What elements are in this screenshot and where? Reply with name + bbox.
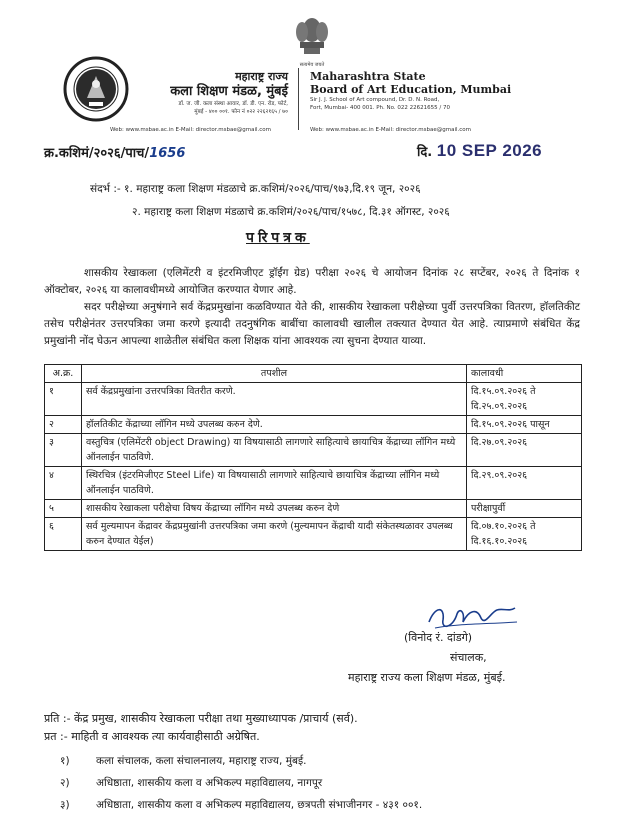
- marathi-header: [128, 70, 288, 116]
- marathi-address-1: डॉ. ज. जी. कला संस्था आवार, डॉ. डी. एन. रोड, फोर्ट,: [178, 101, 288, 107]
- english-title-2: Board of Art Education, Mumbai: [310, 83, 512, 96]
- schedule-table: [44, 364, 582, 551]
- reference-prefix: क्र.कशिमं/२०२६/पाच/: [44, 146, 150, 161]
- list-item: [60, 794, 422, 816]
- marathi-subtitle: कला शिक्षण मंडळ, मुंबई: [170, 84, 288, 99]
- list-item-number: १): [60, 755, 70, 767]
- serial-cell: २: [45, 416, 82, 434]
- marathi-title: महाराष्ट्र राज्य: [235, 70, 288, 83]
- list-item-text: अधिष्ठाता, शासकीय कला व अभिकल्प महाविद्यालय, नागपूर: [96, 777, 323, 789]
- copy-list: [60, 750, 422, 816]
- addressed-to: प्रति :- केंद्र प्रमुख, शासकीय रेखाकला परीक्षा तथा मुख्याध्यापक /प्राचार्य (सर्व).: [44, 712, 358, 725]
- board-seal-icon: [63, 56, 129, 122]
- table-row: [45, 467, 582, 500]
- header-divider: [298, 68, 299, 130]
- header-serial: अ.क्र.: [45, 365, 82, 383]
- serial-cell: १: [45, 383, 82, 416]
- date-stamp: 10 SEP 2026: [436, 141, 543, 160]
- details-cell: हॉलतिकीट केंद्राच्या लॉगिन मध्ये उपलब्ध करुन देणे.: [82, 416, 467, 434]
- reference-line-2: २. महाराष्ट्र कला शिक्षण मंडळाचे क्र.कशिमं/२०२६/पाच/१५७८, दि.३१ ऑगस्ट, २०२६: [132, 206, 450, 218]
- details-cell: शासकीय रेखाकला परीक्षेचा विषय केंद्राच्या लॉगिन मध्ये उपलब्ध करुन देणे: [82, 500, 467, 518]
- distribution-block: [44, 710, 358, 746]
- national-emblem-icon: [280, 8, 344, 70]
- web-email-left: Web: www.msbae.ac.in E-Mail: director.msbae@gmail.com: [110, 127, 272, 133]
- english-title-1: Maharashtra State: [310, 70, 426, 83]
- serial-cell: ५: [45, 500, 82, 518]
- details-cell: सर्व केंद्रप्रमुखांना उत्तरपत्रिका वितरीत करणे.: [82, 383, 467, 416]
- list-item-number: ३): [60, 799, 70, 811]
- signatory-role: संचालक,: [450, 651, 487, 664]
- date-label: दि.: [417, 145, 433, 160]
- english-address-1: Sir J. J. School of Art compound, Dr. D. N. Road,: [310, 97, 440, 103]
- serial-cell: ४: [45, 467, 82, 500]
- serial-cell: ६: [45, 518, 82, 551]
- reference-line-1: संदर्भ :- १. महाराष्ट्र कला शिक्षण मंडळाचे क्र.कशिमं/२०२६/पाच/९७३,दि.१९ जून, २०२६: [90, 183, 421, 195]
- paragraph-2: सदर परीक्षेच्या अनुषंगाने सर्व केंद्रप्रमुखांना कळविण्यात येते की, शासकीय रेखाकला परीक्षेच्या पुर्वी उत्तरपत्रिका वितरण, हॉलतिकीट तसेच परीक्षेनंतर उत्तरपत्रिका जमा करणे इत्यादी तदनुषंगिक बाबींचा कालावधी खालील तक्त्यात देण्यात येत आहे. त्याप्रमाणे संबंधित केंद्र प्रमुखांनी नोंद घेऊन आपल्या शाळेतील संबंधित कला शिक्षक यांना आवश्यक त्या सुचना देण्यात याव्या.: [44, 301, 580, 347]
- copy-forwarded: प्रत :- माहिती व आवश्यक त्या कार्यवाहीसाठी अग्रेषित.: [44, 730, 260, 743]
- period-cell: दि.१५.०९.२०२६ ते दि.२५.०९.२०२६: [467, 383, 582, 416]
- signatory-organization: महाराष्ट्र राज्य कला शिक्षण मंडळ, मुंबई.: [348, 671, 506, 684]
- list-item: [60, 772, 422, 794]
- table-header-row: [45, 365, 582, 383]
- english-header: [310, 70, 550, 112]
- reference-date: [417, 141, 542, 161]
- details-cell: वस्तुचित्र (एलिमेंटरी object Drawing) या विषयासाठी लागणारे साहित्याचे छायाचित्र केंद्राच्या लॉगिन मध्ये ऑनलाईन पाठविणे.: [82, 434, 467, 467]
- period-cell: दि.०७.१०.२०२६ ते दि.१६.१०.२०२६: [467, 518, 582, 551]
- paragraph-1: शासकीय रेखाकला (एलिमेंटरी व इंटरमिजीएट ड्रॉईंग ग्रेड) परीक्षा २०२६ चे आयोजन दिनांक २८ सप्टेंबर, २०२६ ते दिनांक १ ऑक्टोबर, २०२६ या कालावधीमध्ये आयोजित करण्यात येणार आहे.: [44, 267, 580, 296]
- signature-scribble: [425, 600, 521, 634]
- list-item: [60, 750, 422, 772]
- table-row: [45, 500, 582, 518]
- list-item-text: अधिष्ठाता, शासकीय कला व अभिकल्प महाविद्यालय, छत्रपती संभाजीनगर - ४३१ ००१.: [96, 799, 423, 811]
- table-row: [45, 416, 582, 434]
- references-block: [90, 178, 450, 224]
- english-address-2: Fort, Mumbai- 400 001. Ph. No. 022 22621655 / 70: [310, 105, 450, 111]
- signatory-name: (विनोद रं. दांडगे): [404, 631, 473, 644]
- serial-cell: ३: [45, 434, 82, 467]
- table-row: [45, 434, 582, 467]
- period-cell: दि.१५.०९.२०२६ पासून: [467, 416, 582, 434]
- period-cell: दि.२९.०९.२०२६: [467, 467, 582, 500]
- details-cell: सर्व मुल्यमापन केंद्रावर केंद्रप्रमुखांनी उत्तरपत्रिका जमा करणे (मुल्यमापन केंद्राची यादी संकेतस्थळावर उपलब्ध करुन देण्यात येईल): [82, 518, 467, 551]
- table-row: [45, 383, 582, 416]
- period-cell: परीक्षापुर्वी: [467, 500, 582, 518]
- details-cell: स्थिरचित्र (इंटरमिजीएट Steel Life) या विषयासाठी लागणारे साहित्याचे छायाचित्र केंद्राच्या लॉगिन मध्ये ऑनलाईन पाठविणे.: [82, 467, 467, 500]
- header-details: तपशील: [82, 365, 467, 383]
- emblem-caption: सत्यमेव जयते: [299, 62, 325, 68]
- circular-heading: परिपत्रक: [246, 230, 310, 246]
- list-item-number: २): [60, 777, 70, 789]
- web-email-right: Web: www.msbae.ac.in E-Mail: director.msbae@gmail.com: [310, 127, 472, 133]
- period-cell: दि.२७.०९.२०२६: [467, 434, 582, 467]
- header-period: कालावधी: [467, 365, 582, 383]
- list-item-text: कला संचालक, कला संचालनालय, महाराष्ट्र राज्य, मुंबई.: [96, 755, 307, 767]
- marathi-address-2: मुंबई - ४०० ००१. फोन नं ०२२ २२६२१६५ / ७०: [194, 109, 288, 115]
- reference-number: [44, 143, 185, 161]
- reference-handwritten-number: 1656: [149, 146, 186, 161]
- table-row: [45, 518, 582, 551]
